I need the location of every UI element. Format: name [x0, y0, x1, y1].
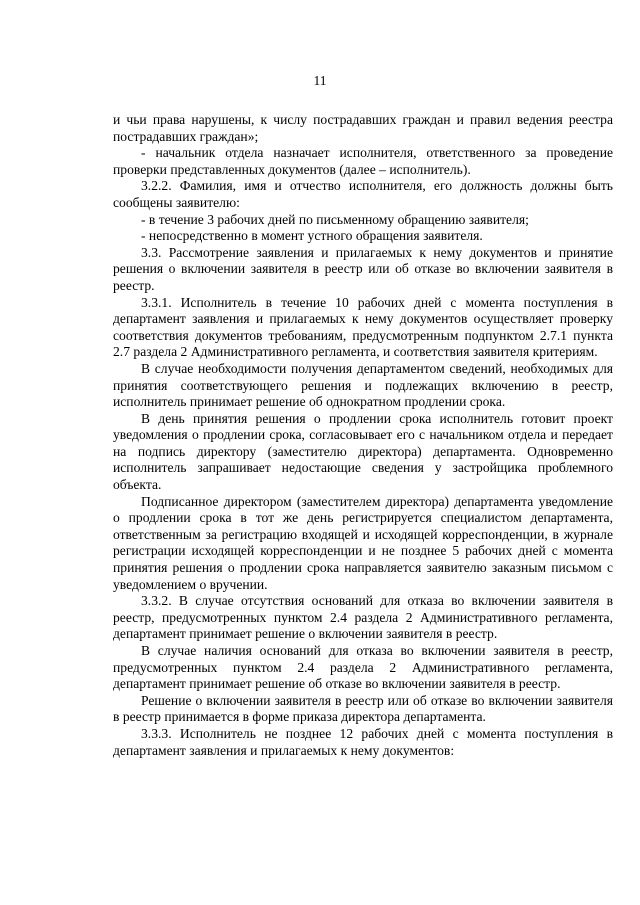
paragraph: 3.2.2. Фамилия, имя и отчество исполнителя, его должность должны быть сообщены заявителю:	[113, 178, 613, 210]
paragraph: В случае наличия оснований для отказа во включении заявителя в реестр, предусмотренных пунктом 2.4 раздела 2 Административного регламента, департамент принимает решение об отказе во включении заявителя в реестр.	[113, 643, 613, 692]
paragraph: 3.3.2. В случае отсутствия оснований для отказа во включении заявителя в реестр, предусмотренных пунктом 2.4 раздела 2 Административного регламента, департамент принимает решение о включении заявителя в реестр.	[113, 593, 613, 642]
page-number: 11	[313, 73, 327, 88]
paragraph: - в течение 3 рабочих дней по письменному обращению заявителя;	[141, 211, 529, 227]
paragraph: В день принятия решения о продлении срока исполнитель готовит проект уведомления о продлении срока, согласовывает его с начальником отдела и передает на подпись директору (заместителю директора) департамента. Одновременно исполнитель запрашивает недостающие сведения у застройщика проблемного объекта.	[113, 410, 613, 493]
paragraph: В случае необходимости получения департаментом сведений, необходимых для принятия соответствующего решения и подлежащих включению в реестр, исполнитель принимает решение об однократном продлении срока.	[113, 360, 613, 410]
paragraph: Подписанное директором (заместителем директора) департамента уведомление о продлении срока в тот же день регистрируется специалистом департамента, ответственным за регистрацию входящей и исходящей корреспонденции, в журнале регистрации исходящей корреспонденции и не позднее 5 рабочих дней с момента принятия решения о продлении срока направляется заявителю заказным письмом с уведомлением о вручении.	[113, 493, 613, 592]
paragraph: - непосредственно в момент устного обращения заявителя.	[141, 228, 483, 244]
paragraph: Решение о включении заявителя в реестр или об отказе во включении заявителя в реестр принимается в форме приказа директора департамента.	[113, 692, 613, 725]
paragraph: 3.3.3. Исполнитель не позднее 12 рабочих дней с момента поступления в департамент заявления и прилагаемых к нему документов:	[113, 725, 613, 758]
paragraph: и чьи права нарушены, к числу пострадавших граждан и правил ведения реестра пострадавших граждан»;	[113, 112, 613, 144]
paragraph: - начальник отдела назначает исполнителя, ответственного за проведение проверки представленных документов (далее – исполнитель).	[113, 145, 613, 177]
document-body	[113, 112, 613, 759]
paragraph: 3.3. Рассмотрение заявления и прилагаемых к нему документов и принятие решения о включении заявителя в реестр или об отказе во включении заявителя в реестр.	[113, 244, 613, 293]
paragraph: 3.3.1. Исполнитель в течение 10 рабочих дней с момента поступления в департамент заявления и прилагаемых к нему документов осуществляет проверку соответствия документов требованиям, предусмотренным подпунктом 2.7.1 пункта 2.7 раздела 2 Административного регламента, и соответствия заявителя критериям.	[113, 294, 613, 360]
